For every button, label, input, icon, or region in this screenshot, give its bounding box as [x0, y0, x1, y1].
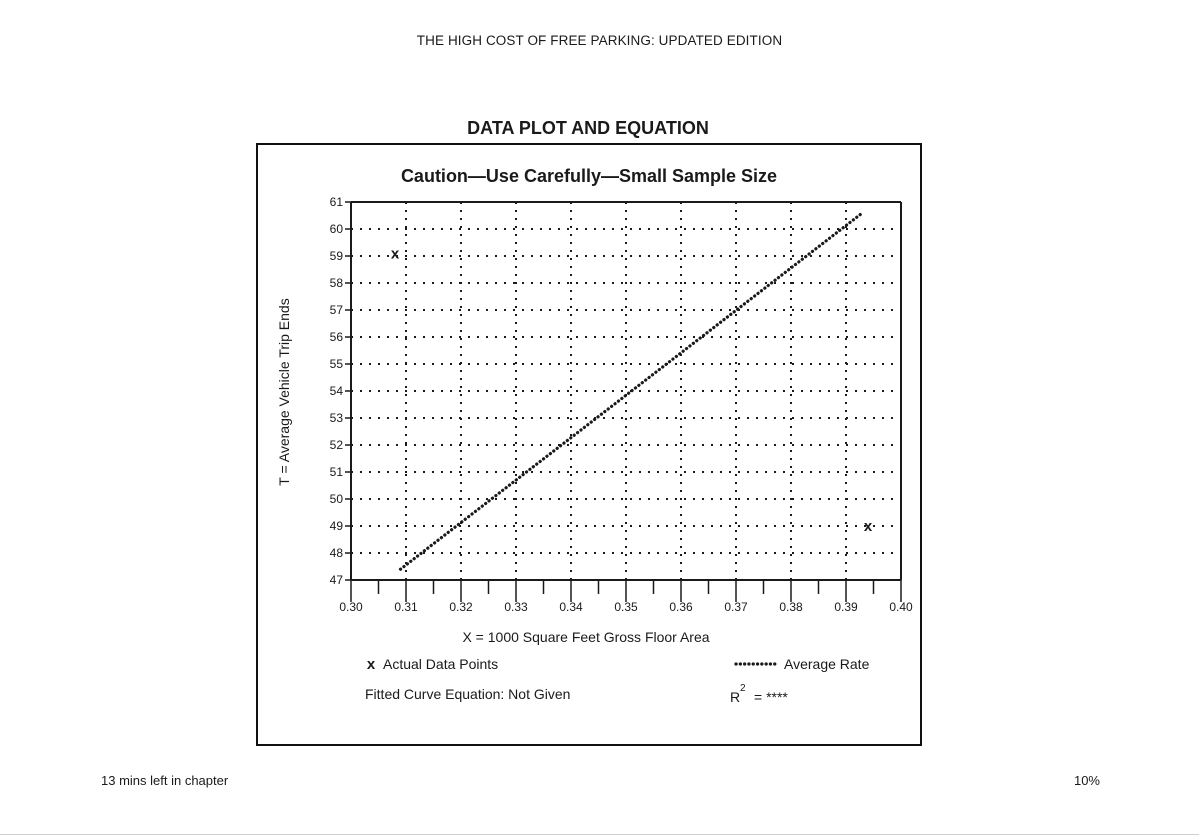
legend — [365, 656, 870, 705]
x-tick-label: 0.33 — [504, 600, 528, 614]
y-tick-label: 49 — [329, 519, 343, 533]
y-axis-label: T = Average Vehicle Trip Ends — [276, 298, 292, 486]
r-squared-base: R — [730, 689, 741, 705]
progress-percent: 10% — [1073, 773, 1100, 788]
y-tick-label: 57 — [329, 303, 343, 317]
y-tick-label: 54 — [329, 384, 343, 398]
r-squared-exponent: 2 — [740, 683, 746, 694]
chart-title: Caution—Use Carefully—Small Sample Size — [400, 166, 778, 186]
x-tick-label: 0.34 — [559, 600, 583, 614]
x-tick-label: 0.38 — [779, 600, 803, 614]
y-tick-label: 47 — [329, 573, 343, 587]
book-title: THE HIGH COST OF FREE PARKING: UPDATED EDITION — [416, 33, 783, 48]
y-tick-label: 50 — [329, 492, 343, 506]
x-tick-label: 0.31 — [394, 600, 418, 614]
legend-points-label: Actual Data Points — [383, 656, 499, 672]
y-tick-label: 60 — [329, 222, 343, 236]
data-point-marker: x — [863, 518, 873, 535]
chart-frame — [256, 143, 922, 746]
y-tick-label: 59 — [329, 249, 343, 263]
y-tick-label: 53 — [329, 411, 343, 425]
x-tick-label: 0.36 — [669, 600, 693, 614]
x-tick-label: 0.37 — [724, 600, 748, 614]
y-tick-label: 61 — [329, 195, 343, 209]
y-tick-label: 51 — [329, 465, 343, 479]
data-point-marker: x — [390, 245, 400, 263]
y-tick-label: 52 — [329, 438, 343, 452]
x-tick-label: 0.35 — [614, 600, 638, 614]
axes-layer — [330, 195, 913, 614]
scatter-chart — [258, 145, 920, 744]
grid-layer — [351, 202, 901, 580]
figure-heading: DATA PLOT AND EQUATION — [467, 118, 709, 138]
legend-line-label: Average Rate — [784, 656, 870, 672]
x-tick-label: 0.30 — [339, 600, 363, 614]
x-tick-label: 0.39 — [834, 600, 858, 614]
x-tick-label: 0.40 — [889, 600, 913, 614]
y-tick-label: 56 — [329, 330, 343, 344]
time-left-label: 13 mins left in chapter — [101, 773, 229, 788]
y-tick-label: 58 — [329, 276, 343, 290]
bottom-divider — [0, 834, 1199, 835]
legend-points-marker: x — [366, 656, 376, 673]
y-tick-label: 48 — [329, 546, 343, 560]
series-layer — [391, 213, 873, 569]
y-tick-label: 55 — [329, 357, 343, 371]
equation-label: Fitted Curve Equation: Not Given — [365, 686, 571, 702]
x-tick-label: 0.32 — [449, 600, 473, 614]
r-squared-value: = **** — [754, 689, 788, 705]
x-axis-label: X = 1000 Square Feet Gross Floor Area — [462, 629, 710, 645]
